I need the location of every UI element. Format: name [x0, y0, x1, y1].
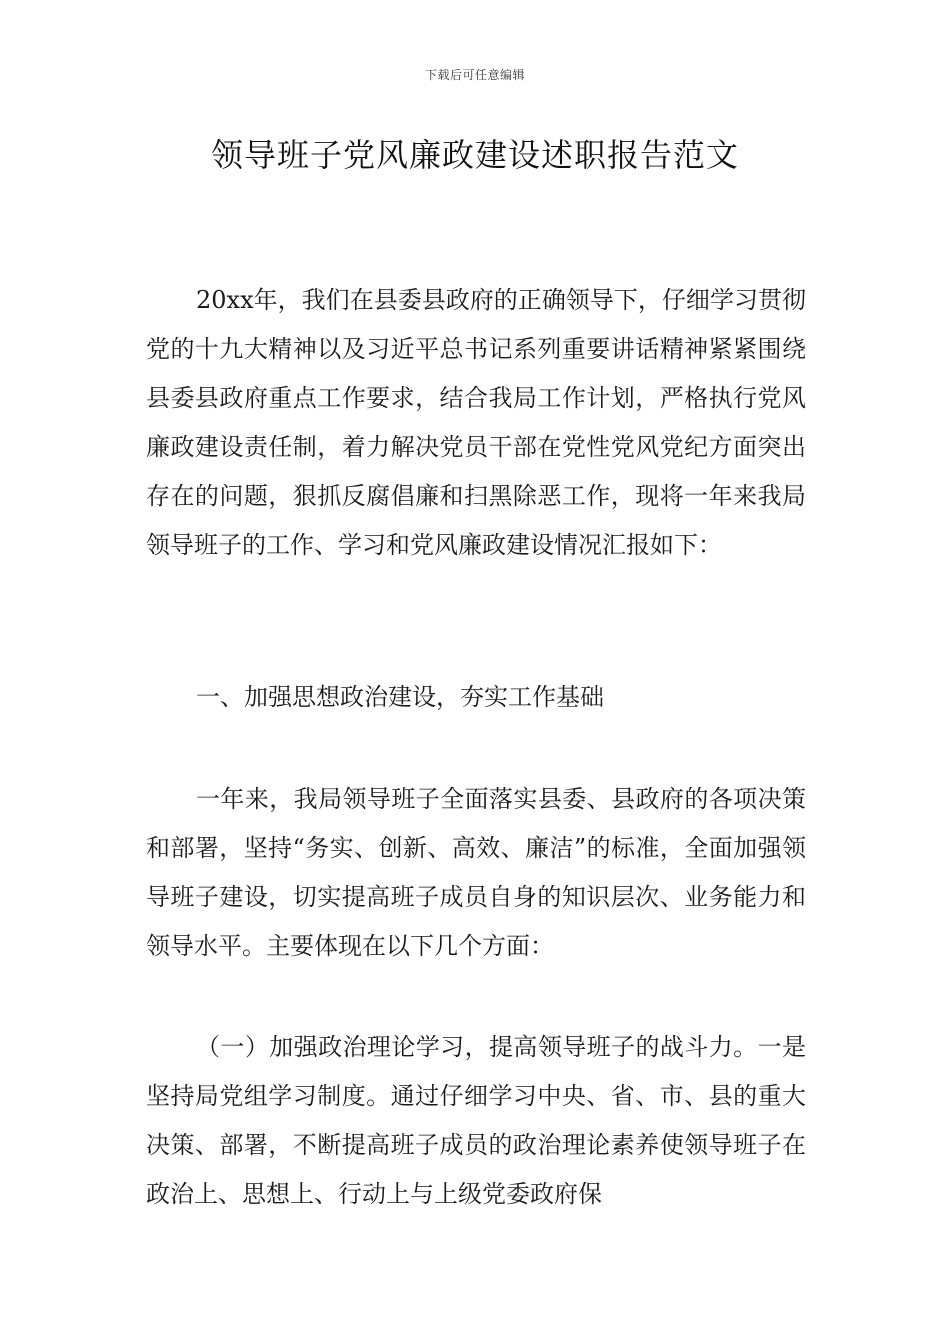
subsection-paragraph: （一）加强政治理论学习，提高领导班子的战斗力。一是坚持局党组学习制度。通过仔细学习中央、省、市、县的重大决策、部署，不断提高班子成员的政治理论素养使领导班子在政治上、思想上、行动上与上级党委政府保	[146, 1033, 806, 1208]
document-title: 领导班子党风廉政建设述职报告范文	[210, 136, 739, 174]
header-note: 下载后可任意编辑	[424, 68, 525, 82]
section-body-paragraph: 一年来，我局领导班子全面落实县委、县政府的各项决策和部署，坚持“务实、创新、高效、廉洁”的标准，全面加强领导班子建设，切实提高班子成员自身的知识层次、业务能力和领导水平。主要体现在以下几个方面：	[146, 785, 806, 960]
section-heading: 一、加强思想政治建设，夯实工作基础	[196, 683, 604, 711]
intro-paragraph: 20xx年，我们在县委县政府的正确领导下，仔细学习贯彻党的十九大精神以及习近平总书记系列重要讲话精神紧紧围绕县委县政府重点工作要求，结合我局工作计划，严格执行党风廉政建设责任制，着力解决党员干部在党性党风党纪方面突出存在的问题，狠抓反腐倡廉和扫黑除恶工作，现将一年来我局领导班子的工作、学习和党风廉政建设情况汇报如下：	[146, 286, 806, 559]
